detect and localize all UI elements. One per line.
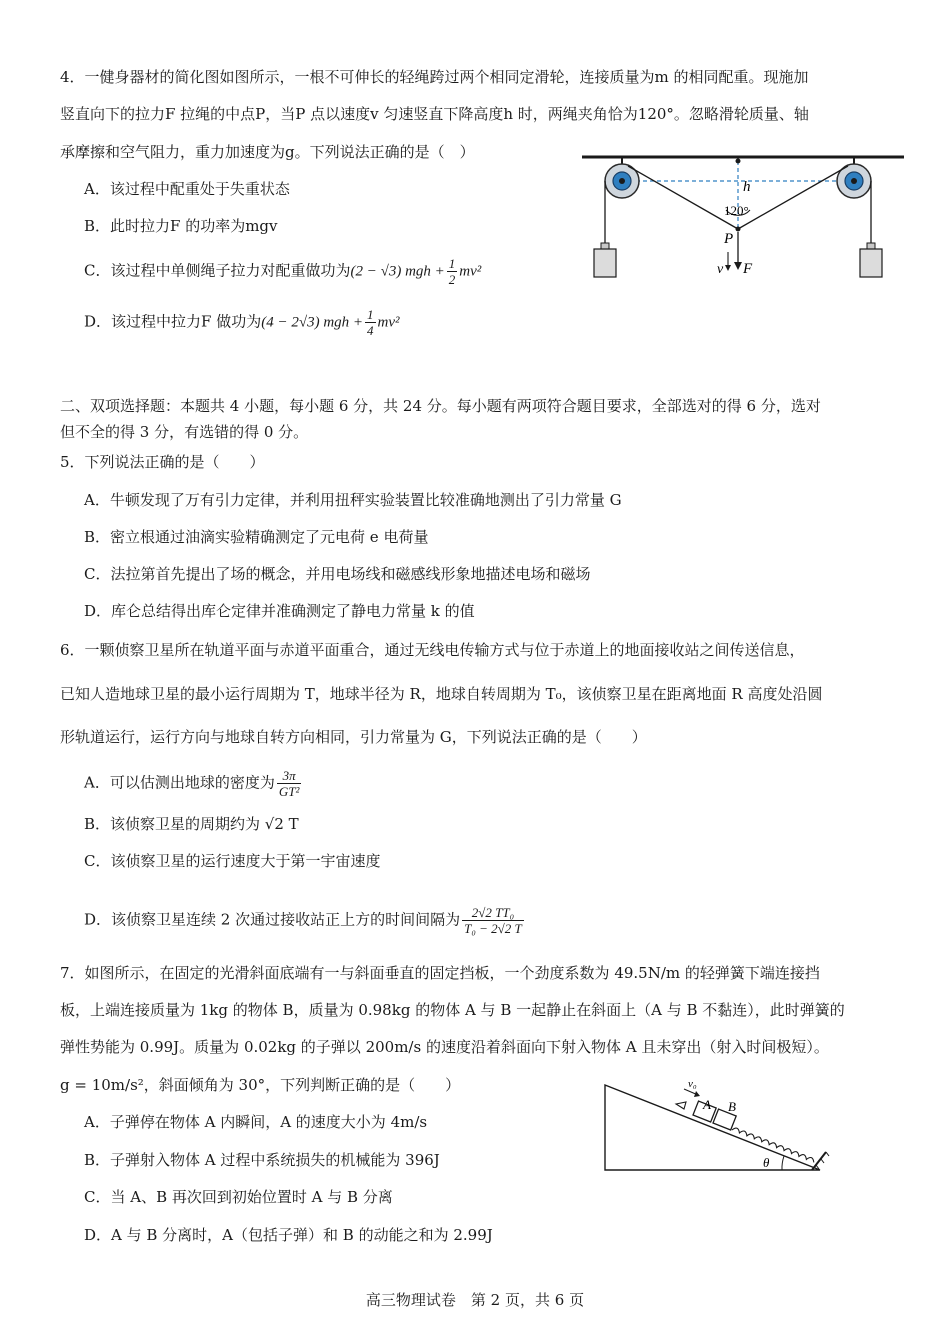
q5-option-c: C．法拉第首先提出了场的概念，并用电场线和磁感线形象地描述电场和磁场 (84, 565, 591, 583)
label-v: v (717, 262, 724, 277)
q7-stem-line3: 弹性势能为 0.99J。质量为 0.02kg 的子弹以 200m/s 的速度沿着斜面向下射入物体 A 且未穿出（射入时间极短）。 (60, 1038, 829, 1056)
theta-arc (782, 1156, 784, 1170)
incline-triangle (605, 1085, 820, 1170)
q4-option-d-expr: (4 − 2√3) mgh + (261, 314, 364, 331)
q6-option-d-denominator: T₀ − 2√2 T (464, 921, 522, 936)
q6-option-a-numerator: 3π (277, 768, 302, 784)
q4-stem-line1: 4．一健身器材的简化图如图所示，一根不可伸长的轻绳跨过两个相同定滑轮，连接质量为m 的相同配重。现施加 (60, 68, 809, 86)
label-theta: θ (763, 1155, 770, 1170)
q6-option-a-text: A．可以估测出地球的密度为 (84, 773, 275, 792)
left-weight (594, 249, 616, 277)
q7-option-c: C．当 A、B 再次回到初始位置时 A 与 B 分离 (84, 1188, 393, 1206)
q4-option-c-expr: (2 − √3) mgh + (350, 263, 445, 280)
bullet (676, 1102, 686, 1109)
q4-option-c-denominator: 2 (448, 272, 456, 287)
point-p-dot (736, 227, 741, 232)
q7-incline-figure (600, 1073, 832, 1175)
right-pulley-axle (851, 178, 857, 184)
q4-option-c-text: C．该过程中单侧绳子拉力对配重做功为 (84, 261, 351, 280)
q4-stem-line3: 承摩擦和空气阻力，重力加速度为g。下列说法正确的是（ ） (60, 143, 475, 161)
q6-option-d-text: D．该侦察卫星连续 2 次通过接收站正上方的时间间隔为 (84, 910, 461, 929)
q4-option-c-numerator: 1 (448, 256, 456, 271)
barrier-hatch-1 (826, 1152, 829, 1156)
q5-option-d: D．库仑总结得出库仑定律并准确测定了静电力常量 k 的值 (84, 602, 475, 620)
force-f-arrowhead (734, 262, 742, 270)
q7-stem-line1: 7．如图所示，在固定的光滑斜面底端有一与斜面垂直的固定挡板，一个劲度系数为 49.5N/m 的轻弹簧下端连接挡 (60, 964, 820, 982)
q4-option-c-tail: mv² (459, 263, 482, 280)
q4-stem-line2: 竖直向下的拉力F 拉绳的中点P，当P 点以速度v 匀速竖直下降高度h 时，两绳夹角恰为120°。忽略滑轮质量、轴 (60, 105, 809, 123)
q4-option-d-denominator: 4 (367, 323, 374, 338)
barrier-hatch-2 (821, 1159, 824, 1163)
right-weight-cap (867, 243, 875, 249)
q7-stem-line2: 板，上端连接质量为 1kg 的物体 B，质量为 0.98kg 的物体 A 与 B 一起静止在斜面上（A 与 B 不黏连），此时弹簧的 (60, 1001, 845, 1019)
q5-option-b: B．密立根通过油滴实验精确测定了元电荷 e 电荷量 (84, 528, 429, 546)
left-rope (628, 166, 738, 229)
q6-option-a-denominator: GT² (278, 784, 300, 799)
q6-stem-line1: 6．一颗侦察卫星所在轨道平面与赤道平面重合，通过无线电传输方式与位于赤道上的地面接收站之间传送信息， (60, 641, 805, 659)
section2-heading-line1: 二、双项选择题：本题共 4 小题，每小题 6 分，共 24 分。每小题有两项符合题目要求，全部选对的得 6 分，选对 (60, 397, 821, 415)
right-rope (738, 166, 848, 229)
q6-option-d (84, 905, 526, 936)
label-h: h (743, 179, 751, 195)
left-weight-cap (601, 243, 609, 249)
spring (732, 1127, 815, 1163)
label-b: B (728, 1099, 736, 1114)
q6-option-a-fraction (277, 768, 302, 799)
q6-stem-line2: 已知人造地球卫星的最小运行周期为 T，地球半径为 R，地球自转周期为 T₀，该侦察卫星在距离地面 R 高度处沿圆 (60, 685, 823, 703)
top-midpoint-dot (736, 159, 741, 164)
label-p: P (724, 231, 734, 247)
q6-stem-line3: 形轨道运行，运行方向与地球自转方向相同，引力常量为 G，下列说法正确的是（ ） (60, 728, 647, 746)
q6-option-c: C．该侦察卫星的运行速度大于第一宇宙速度 (84, 852, 381, 870)
q7-option-b: B．子弹射入物体 A 过程中系统损失的机械能为 396J (84, 1151, 440, 1169)
q7-option-a: A．子弹停在物体 A 内瞬间，A 的速度大小为 4m/s (84, 1113, 428, 1131)
q6-option-d-fraction (462, 905, 524, 936)
q5-stem: 5．下列说法正确的是（ ） (60, 453, 265, 471)
q4-option-b: B．此时拉力F 的功率为mgv (84, 217, 278, 235)
q7-option-d: D．A 与 B 分离时，A（包括子弹）和 B 的动能之和为 2.99J (84, 1226, 493, 1244)
q4-option-c (84, 256, 481, 287)
q5-option-a: A．牛顿发现了万有引力定律，并利用扭秤实验装置比较准确地测出了引力常量 G (84, 491, 622, 509)
q4-option-d (84, 307, 400, 338)
q4-pulley-figure (578, 148, 908, 290)
q4-option-d-numerator: 1 (367, 307, 374, 322)
q4-option-d-fraction (365, 307, 376, 338)
label-angle: 120° (724, 203, 749, 218)
velocity-v-arrowhead (725, 265, 731, 271)
q7-stem-line4: g = 10m/s²，斜面倾角为 30°，下列判断正确的是（ ） (60, 1076, 461, 1094)
left-pulley-axle (619, 178, 625, 184)
label-a: A (703, 1097, 711, 1112)
section2-heading-line2: 但不全的得 3 分，有选错的得 0 分。 (60, 423, 309, 441)
q4-option-d-text: D．该过程中拉力F 做功为 (84, 312, 262, 331)
right-weight (860, 249, 882, 277)
q6-option-d-numerator: 2√2 TT₀ (462, 905, 524, 921)
q4-option-c-fraction (447, 256, 458, 287)
label-f: F (743, 261, 753, 277)
page-footer: 高三物理试卷 第 2 页，共 6 页 (365, 1291, 585, 1309)
label-v0: v₀ (688, 1078, 697, 1090)
q4-option-d-tail: mv² (377, 314, 400, 331)
q6-option-a (84, 768, 303, 799)
q6-option-b: B．该侦察卫星的周期约为 √2 T (84, 815, 299, 833)
q4-option-a: A．该过程中配重处于失重状态 (84, 180, 290, 198)
